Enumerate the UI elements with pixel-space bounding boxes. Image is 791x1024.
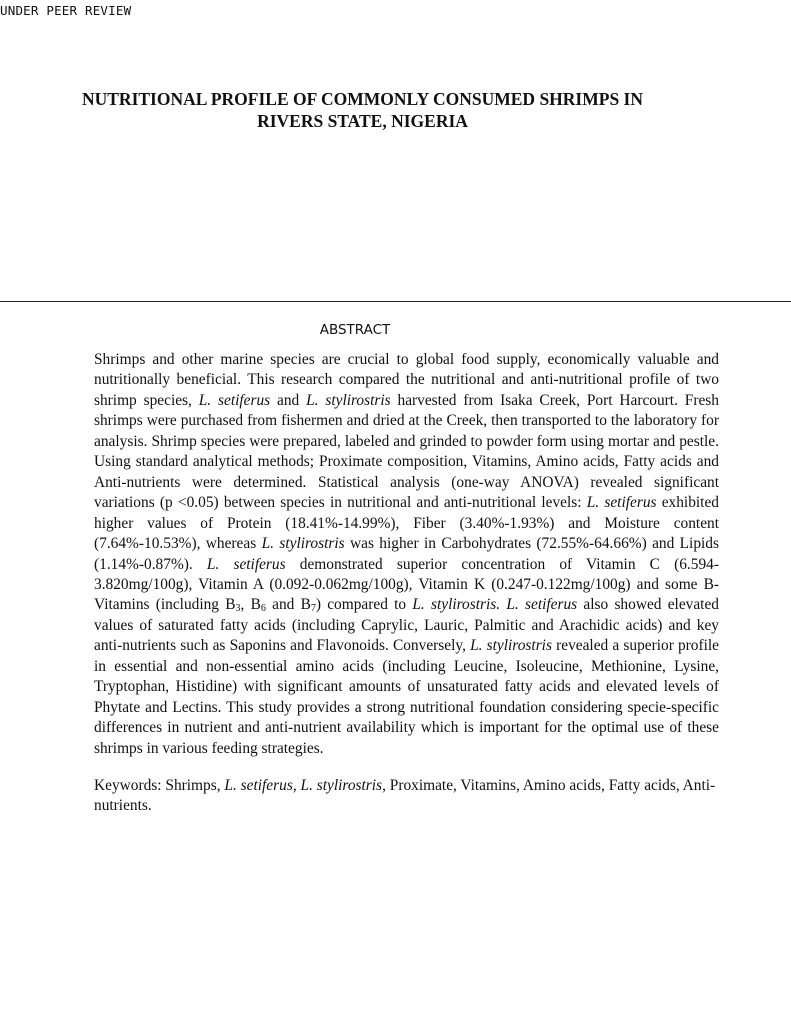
- text-run: revealed a superior profile in essential and non-essential amino acids (including Leucine, Isoleucine, Methionine, Lysine, Tryptophan, Histidine) with significant amounts of unsaturated fatty acids and elevated levels of Phytate and Lectins. This study provides a strong nutritional foundation considering specie-specific differences in nutrient and anti-nutrient availability which is important for the optimal use of these shrimps in various feeding strategies.: [94, 637, 719, 757]
- text-run: harvested from Isaka Creek, Port Harcourt. Fresh shrimps were purchased from fishermen and dried at the Creek, then transported to the laboratory for analysis. Shrimp species were prepared, labeled and grinded to powder form using mortar and pestle. Using standard analytical methods; Proximate composition, Vitamins, Amino acids, Fatty acids and Anti-nutrients were determined. Statistical analysis (one-way ANOVA) revealed significant variations (p <0.05) between species in nutritional and anti-nutritional levels:: [94, 391, 719, 512]
- paper-title: [40, 88, 685, 132]
- italic-text: L. setiferus: [586, 494, 657, 512]
- text-run: Shrimps and other marine species are crucial to global food supply, economically valuable and nutritionally beneficial. This research compared the nutritional and anti-nutritional profile of two shrimp species,: [94, 351, 719, 409]
- text-run: exhibited higher values of Protein (18.41%-14.99%), Fiber (3.40%-1.93%) and Moisture content (7.64%-10.53%), whereas: [94, 494, 719, 553]
- subscript: 7: [310, 603, 316, 615]
- text-run: was higher in Carbohydrates (72.55%-64.66%) and Lipids (1.14%-0.87%).: [94, 535, 719, 573]
- subscript: 3: [235, 603, 241, 615]
- text-run: ) compared to: [315, 596, 413, 614]
- horizontal-divider: [0, 301, 791, 302]
- italic-text: L. stylirostris. L. setiferus: [412, 596, 578, 614]
- subscript: 6: [260, 603, 266, 615]
- text-run: Keywords: Shrimps,: [94, 777, 225, 794]
- title-line-1: NUTRITIONAL PROFILE OF COMMONLY CONSUMED SHRIMPS IN: [81, 89, 644, 109]
- abstract-heading: ABSTRACT: [319, 322, 391, 338]
- italic-text: L. setiferus: [206, 555, 286, 573]
- title-line-2: RIVERS STATE, NIGERIA: [257, 111, 468, 131]
- text-run: also showed elevated values of saturated fatty acids (including Caprylic, Lauric, Palmitic and Arachidic acids) and key anti-nutrients such as Saponins and Flavonoids. Conversely,: [94, 596, 719, 655]
- keywords: [94, 776, 719, 817]
- text-run: and B: [265, 596, 311, 614]
- text-run: demonstrated superior concentration of Vitamin C (6.594-3.820mg/100g), Vitamin A (0.092-0.062mg/100g), Vitamin K (0.247-0.122mg/100g) and some B-Vitamins (including B: [94, 555, 719, 614]
- italic-text: L. stylirostris: [261, 535, 345, 553]
- italic-text: L. setiferus: [198, 391, 271, 409]
- italic-text: L. setiferus, L. stylirostris: [224, 777, 383, 794]
- text-run: , B: [240, 596, 261, 614]
- abstract-body: [94, 350, 719, 759]
- text-run: , Proximate, Vitamins, Amino acids, Fatty acids, Anti-nutrients.: [94, 777, 716, 815]
- peer-review-header: UNDER PEER REVIEW: [0, 3, 132, 18]
- italic-text: L. stylirostris: [306, 391, 391, 409]
- italic-text: L. stylirostris: [470, 637, 552, 655]
- text-run: and: [270, 391, 307, 409]
